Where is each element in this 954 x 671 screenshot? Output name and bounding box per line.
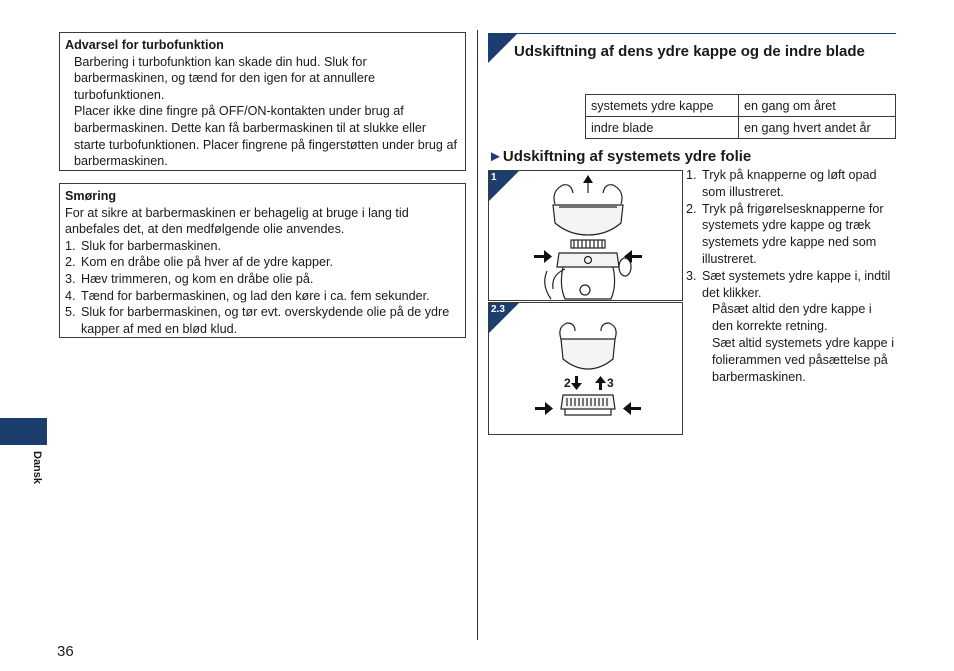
lubrication-intro: For at sikre at barbermaskinen er behagelig at bruge i lang tid anbefales det, at den medfølgende olie anvendes. — [65, 205, 409, 237]
arrow-label-2: 2 — [564, 376, 571, 390]
foil-step: 3. Sæt systemets ydre kappe i, indtil det klikker. — [686, 268, 891, 300]
turbo-warning-title: Advarsel for turbofunktion — [65, 38, 224, 52]
turbo-warning-box — [59, 32, 466, 171]
figure-label: 1 — [491, 172, 497, 183]
table-cell-part: indre blade — [586, 117, 739, 139]
page-number: 36 — [57, 643, 74, 660]
replacement-schedule-table — [585, 94, 896, 139]
foil-section-heading — [488, 148, 751, 165]
turbo-warning-paragraph-1: Barbering i turbofunktion kan skade din hud. Sluk for barbermaskinen, og tænd for den igen for at annullere turbofunktionen. — [74, 54, 376, 102]
language-label: Dansk — [31, 451, 43, 485]
lubrication-step: 3. Hæv trimmeren, og kom en dråbe olie på. — [65, 271, 314, 286]
lubrication-step: 2. Kom en dråbe olie på hver af de ydre kapper. — [65, 255, 334, 270]
foil-section-title: Udskiftning af systemets ydre folie — [502, 148, 752, 165]
lubrication-title: Smøring — [65, 189, 117, 203]
table-cell-interval: en gang hvert andet år — [739, 117, 896, 139]
foil-note: Påsæt altid den ydre kappe i den korrekte retning. — [712, 302, 872, 334]
foil-step: 1. Tryk på knapperne og løft opad som illustreret. — [686, 168, 877, 199]
lubrication-step: 4. Tænd for barbermaskinen, og lad den køre i ca. fem sekunder. — [65, 288, 430, 303]
lubrication-step: 1. Sluk for barbermaskinen. — [65, 238, 221, 253]
section-rule — [488, 33, 896, 34]
replacement-section-header — [488, 33, 896, 91]
foil-step: 2. Tryk på frigørelsesknapperne for systemets ydre kappe og træk systemets ydre kappe ned som illustreret. — [686, 201, 884, 266]
figure-step-1 — [488, 170, 683, 301]
table-cell-part: systemets ydre kappe — [586, 95, 739, 117]
foil-note: Sæt altid systemets ydre kappe i folierammen ved påsættelse på barbermaskinen. — [712, 335, 894, 384]
table-row — [586, 95, 896, 117]
arrow-label-3: 3 — [607, 376, 614, 390]
language-tab — [0, 418, 47, 445]
column-divider — [477, 30, 478, 640]
figure-label: 2.3 — [491, 304, 505, 315]
table-row — [586, 117, 896, 139]
play-arrow-icon: ► — [488, 148, 503, 165]
turbo-warning-paragraph-2: Placer ikke dine fingre på OFF/ON-kontakten under brug af barbermaskinen. Dette kan få barbermaskinen til at slukke eller starte turbofunktionen. Placer fingrene på fingerstøtten under brug af barbermaskinen. — [74, 104, 457, 169]
figure-step-2-3 — [488, 302, 683, 435]
foil-steps — [686, 167, 896, 385]
table-cell-interval: en gang om året — [739, 95, 896, 117]
replacement-section-title: Udskiftning af dens ydre kappe og de indre blade — [514, 43, 865, 60]
lubrication-step: 5. Sluk for barbermaskinen, og tør evt. overskydende olie på de ydre kapper af med en blød klud. — [65, 305, 450, 336]
lubrication-box — [59, 183, 466, 338]
